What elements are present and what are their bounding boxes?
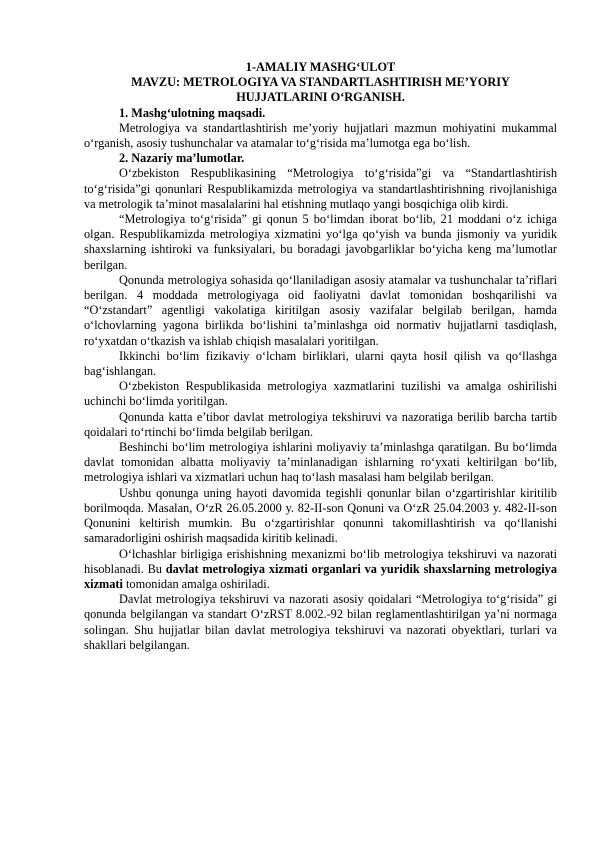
- paragraph-mechanism: [84, 547, 557, 593]
- mechanism-text-bold: davlat metrologiya xizmati organlari va yuridik shaxslarning metrologiya xizmati: [84, 561, 557, 591]
- paragraph-goal: Metrologiya va standartlashtirish me’yoriy hujjatlari mazmun mohiyatini mukammal o‘rganish, asosiy tushunchalar va atamalar to‘g‘risida ma’lumotga ega bo‘lish.: [84, 120, 557, 151]
- document-title-line-3: HUJJATLARINI O‘RGANISH.: [236, 90, 405, 105]
- document-title-line-1: 1-AMALIY MASHG‘ULOT: [245, 60, 396, 74]
- paragraph-theory-1: O‘zbekiston Respublikasining “Metrologiya to‘g‘risida”gi va “Standartlashtirish to‘g‘risida”gi qonunlari Respublikamizda metrologiya va standartlashtirishning rivojlanishiga va metrologik ta’minot masalalarini hal etishning mutlaqo yangi bosqichiga olib kirdi.: [84, 166, 557, 211]
- mechanism-text-after: tomonidan amalga oshiriladi.: [122, 576, 270, 591]
- mechanism-text-before: O‘lchashlar birligiga erishishning mexanizmi bo‘lib metrologiya tekshiruvi va nazorati hisoblanadi. Bu: [84, 546, 557, 576]
- document-body: [84, 58, 557, 653]
- paragraph-final: Davlat metrologiya tekshiruvi va nazorati asosiy qoidalari “Metrologiya to‘g‘risida” gi qonunda belgilangan va standart O‘zRST 8.002.-92 bilan reglamentlashtirilgan ya’ni normaga solingan. Shu hujjatlar bilan davlat metrologiya tekshiruvi va nazorati obyektlari, turlari va shakllari belgilangan.: [84, 592, 557, 652]
- paragraph-theory-2: “Metrologiya to‘g‘risida” gi qonun 5 bo‘limdan iborat bo‘lib, 21 moddani o‘z ichiga olgan. Respublikamizda metrologiya xizmatini yo‘lga qo‘yish va bunda jismoniy va yuridik shaxslarning ishtiroki va funksiyalari, bu boradagi javobgarliklar bo‘yicha keng ma’lumotlar berilgan.: [84, 212, 557, 272]
- paragraph-theory-4: Ikkinchi bo‘lim fizikaviy o‘lcham birliklari, ularni qayta hosil qilish va qo‘llashga bag‘ishlangan.: [84, 348, 557, 379]
- section-heading-theory: 2. Nazariy ma’lumotlar.: [119, 151, 245, 166]
- paragraph-theory-6: Qonunda katta e’tibor davlat metrologiya tekshiruvi va nazoratiga berilib barcha tartib qoidalari to‘rtinchi bo‘limda belgilab berilgan.: [84, 409, 557, 439]
- paragraph-theory-7: Beshinchi bo‘lim metrologiya ishlarini moliyaviy ta’minlashga qaratilgan. Bu bo‘limda davlat tomonidan albatta moliyaviy ta’minlanadigan ishlarning ro‘yxati keltirilgan bo‘lib, metrologiya ishlari va xizmatlari uchun haq to‘lash masalasi ham belgilab berilgan.: [84, 440, 557, 485]
- section-heading-goal: 1. Mashg‘ulotning maqsadi.: [119, 105, 266, 120]
- document-title-line-2: MAVZU: METROLOGIYA VA STANDARTLASHTIRISH ME’YORIY: [131, 75, 510, 90]
- paragraph-theory-8: Ushbu qonunga uning hayoti davomida tegishli qonunlar bilan o‘zgartirishlar kiritilib borilmoqda. Masalan, O‘zR 26.05.2000 y. 82-II-son Qonuni va O‘zR 25.04.2003 y. 482-II-son Qonunini keltirish mumkin. Bu o‘zgartirishlar qonunni takomillashtirish va qo‘llanishi samaradorligini oshirish maqsadida kiritib kelinadi.: [84, 485, 557, 546]
- paragraph-theory-3: Qonunda metrologiya sohasida qo‘llaniladigan asosiy atamalar va tushunchalar ta’riflari berilgan. 4 moddada metrologiyaga oid faoliyatni davlat tomonidan boshqarilishi va “O‘zstandart” agentligi vakolatiga kiritilgan asosiy vazifalar belgilab berilgan, hamda o‘lchovlarning yagona birlikda bo‘lishini ta’minlashga oid normativ hujjatlarni tasdiqlash, ro‘yxatdan o‘tkazish va ishlab chiqish masalalari yoritilgan.: [84, 272, 557, 348]
- paragraph-theory-5: O‘zbekiston Respublikasida metrologiya xazmatlarini tuzilishi va amalga oshirilishi uchinchi bo‘limda yoritilgan.: [84, 379, 557, 409]
